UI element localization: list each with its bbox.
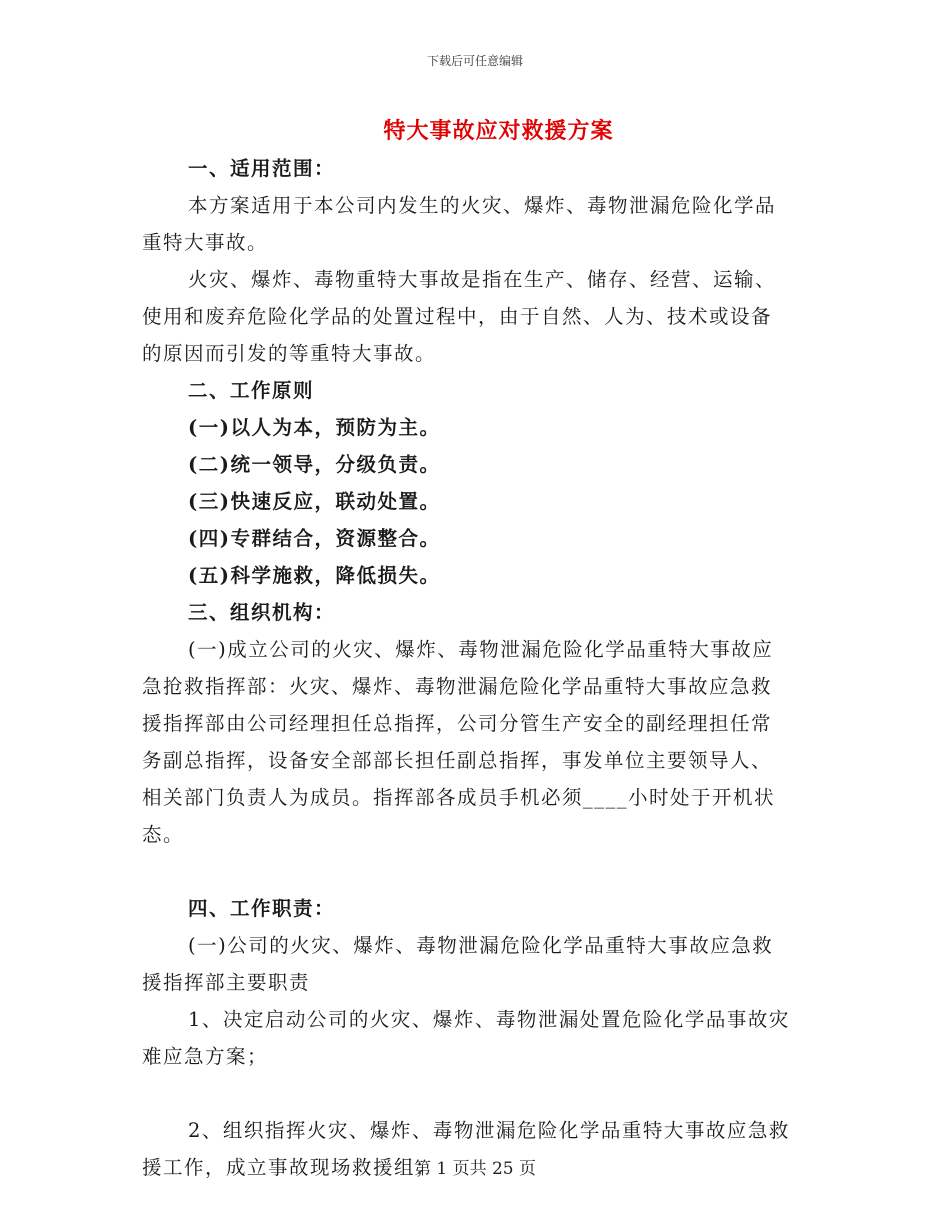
body-text-line: 援指挥部由公司经理担任总指挥，公司分管生产安全的副经理担任常 — [142, 712, 773, 735]
body-text-line: 务副总指挥，设备安全部部长担任副总指挥，事发单位主要领导人、 — [142, 749, 773, 772]
body-text-line: 的原因而引发的等重特大事故。 — [142, 342, 437, 365]
section-heading: 四、工作职责： — [188, 897, 336, 920]
body-text-line: 相关部门负责人为成员。指挥部各成员手机必须____小时处于开机状 — [142, 786, 776, 809]
section-heading: (四)专群结合，资源整合。 — [188, 527, 441, 550]
body-text-line: 援工作，成立事故现场救援组； — [142, 1156, 437, 1179]
body-text-line: 1、决定启动公司的火灾、爆炸、毒物泄漏处置危险化学品事故灾 — [188, 1008, 790, 1031]
page-footer: 第 1 页共 25 页 — [413, 1159, 537, 1179]
body-text-line: 态。 — [142, 823, 185, 846]
body-text-line: 急抢救指挥部：火灾、爆炸、毒物泄漏危险化学品重特大事故应急救 — [142, 675, 773, 698]
document-title: 特大事故应对救援方案 — [383, 118, 614, 144]
body-text-line: 2、组织指挥火灾、爆炸、毒物泄漏危险化学品重特大事故应急救 — [188, 1119, 790, 1142]
section-heading: (五)科学施救，降低损失。 — [188, 564, 441, 587]
body-text-line: 援指挥部主要职责 — [142, 971, 311, 994]
section-heading: 一、适用范围： — [188, 157, 336, 180]
body-text-line: (一)公司的火灾、爆炸、毒物泄漏危险化学品重特大事故应急救 — [188, 934, 774, 957]
body-text-line: 火灾、爆炸、毒物重特大事故是指在生产、储存、经营、运输、 — [188, 268, 777, 291]
body-text-line: 重特大事故。 — [142, 231, 269, 254]
body-text-line: 难应急方案； — [142, 1045, 269, 1068]
blank-line — [142, 853, 812, 890]
body-text-line: (一)成立公司的火灾、爆炸、毒物泄漏危险化学品重特大事故应 — [188, 638, 774, 661]
section-heading: (三)快速反应，联动处置。 — [188, 490, 441, 513]
section-heading: (二)统一领导，分级负责。 — [188, 453, 441, 476]
body-text-line: 本方案适用于本公司内发生的火灾、爆炸、毒物泄漏危险化学品 — [188, 194, 777, 217]
section-heading: 三、组织机构： — [188, 601, 336, 624]
blank-line — [142, 1075, 812, 1112]
section-heading: (一)以人为本，预防为主。 — [188, 416, 441, 439]
page-header: 下载后可任意编辑 — [426, 54, 523, 68]
body-text-line: 使用和废弃危险化学品的处置过程中，由于自然、人为、技术或设备 — [142, 305, 773, 328]
document-body — [142, 150, 812, 1186]
section-heading: 二、工作原则 — [188, 379, 315, 402]
